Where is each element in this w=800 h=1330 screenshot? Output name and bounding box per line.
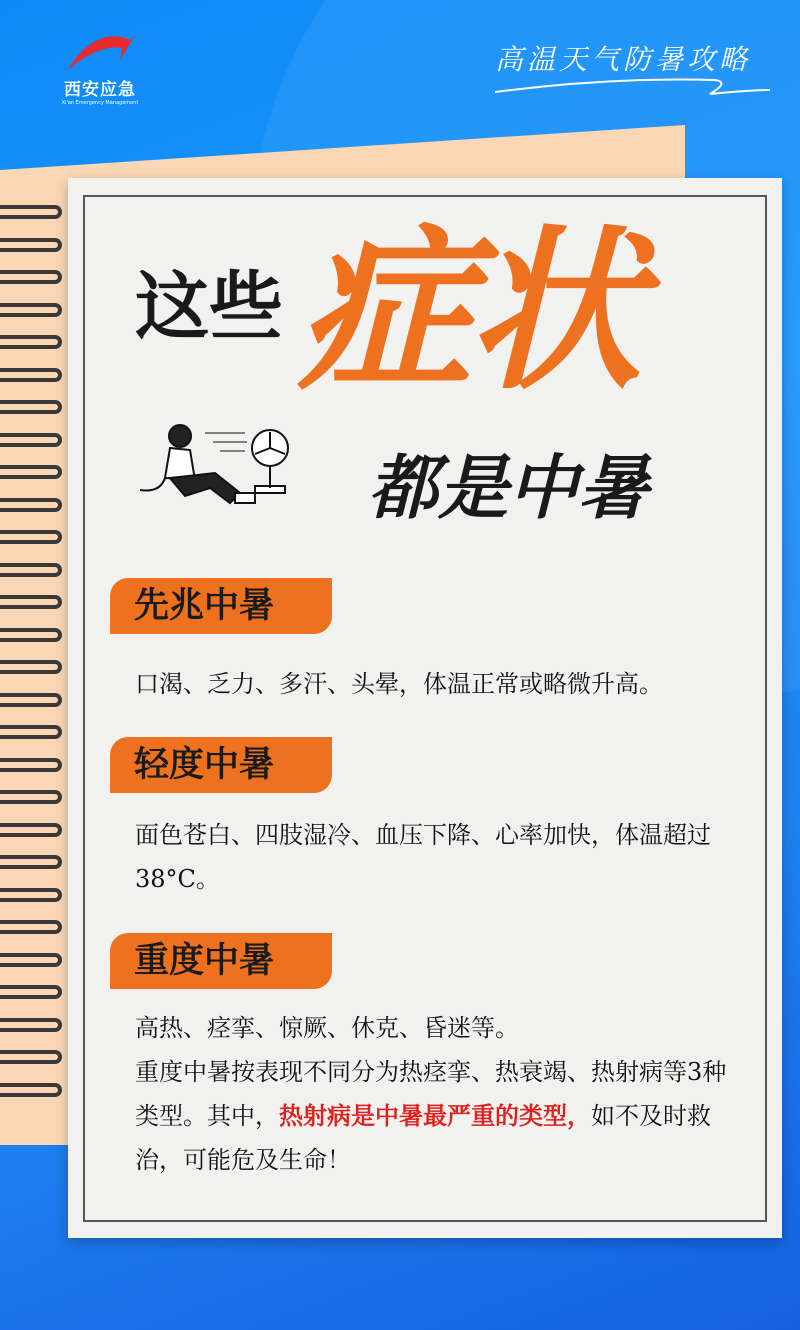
severe-text-before: 重度中暑按表现不同分为热痉挛、热衰竭、热射病等3种类型。其中， bbox=[135, 1058, 727, 1130]
spiral-ring bbox=[0, 270, 62, 284]
person-with-fan-illustration bbox=[135, 418, 300, 513]
slogan: 高温天气防暑攻略 bbox=[495, 43, 752, 76]
spiral-ring bbox=[0, 595, 62, 609]
logo bbox=[50, 30, 150, 106]
spiral-ring bbox=[0, 985, 62, 999]
spiral-ring bbox=[0, 790, 62, 804]
logo-swoosh-icon bbox=[60, 30, 140, 75]
slogan-underline bbox=[490, 72, 770, 102]
spiral-ring bbox=[0, 205, 62, 219]
section-text-mild: 面色苍白、四肢湿冷、血压下降、心率加快，体温超过38°C。 bbox=[135, 821, 711, 893]
logo-text: 西安应急 bbox=[64, 80, 136, 100]
spiral-ring bbox=[0, 758, 62, 772]
spiral-ring bbox=[0, 888, 62, 902]
severe-symptoms: 高热、痉挛、惊厥、休克、昏迷等。 bbox=[135, 1014, 519, 1042]
spiral-ring bbox=[0, 238, 62, 252]
spiral-ring bbox=[0, 368, 62, 382]
title-line2: 都是中暑 bbox=[368, 447, 648, 529]
spiral-ring bbox=[0, 725, 62, 739]
title-highlight: 症状 bbox=[298, 211, 636, 414]
spiral-ring bbox=[0, 335, 62, 349]
severe-warning-highlight: 热射病是中暑最严重的类型， bbox=[279, 1101, 591, 1130]
section-tag-mild: 轻度中暑 bbox=[110, 737, 332, 793]
spiral-ring bbox=[0, 953, 62, 967]
spiral-ring bbox=[0, 465, 62, 479]
spiral-ring bbox=[0, 498, 62, 512]
spiral-ring bbox=[0, 1050, 62, 1064]
spiral-ring bbox=[0, 628, 62, 642]
spiral-ring bbox=[0, 1018, 62, 1032]
severe-text-after: 如不及时救治，可能危及生命！ bbox=[135, 1102, 711, 1174]
spiral-ring bbox=[0, 660, 62, 674]
spiral-ring bbox=[0, 1083, 62, 1097]
spiral-ring bbox=[0, 530, 62, 544]
section-text-severe bbox=[135, 1006, 735, 1182]
spiral-ring bbox=[0, 693, 62, 707]
section-tag-severe: 重度中暑 bbox=[110, 933, 332, 989]
spiral-ring bbox=[0, 855, 62, 869]
spiral-ring bbox=[0, 400, 62, 414]
spiral-ring bbox=[0, 920, 62, 934]
spiral-ring bbox=[0, 563, 62, 577]
spiral-ring bbox=[0, 823, 62, 837]
spiral-ring bbox=[0, 303, 62, 317]
spiral-ring bbox=[0, 433, 62, 447]
title-line1: 这些 bbox=[135, 264, 283, 350]
section-tag-prodromal: 先兆中暑 bbox=[110, 578, 332, 634]
section-text-prodromal: 口渴、乏力、多汗、头晕，体温正常或略微升高。 bbox=[135, 670, 663, 698]
logo-subtext: Xi'an Emergency Management bbox=[61, 100, 139, 106]
severe-description bbox=[135, 1050, 735, 1182]
